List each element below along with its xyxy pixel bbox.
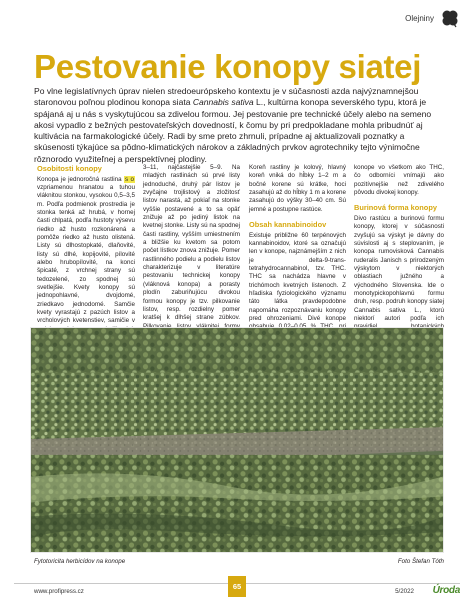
field-photo — [30, 327, 444, 553]
lead-text-end: L., kultúrna konopa severského typu, ktorá je spájaná aj u nás s vyskytujúcou sa zdivelou formou. Jej pestovanie pre technické účely alebo na semeno akosi vypadlo z bežných pestovateľských dovedností, k čomu by pri predpokladane mohla pribudnúť aj kultivácia na farmakologické účely. Radi by sme preto zhrnuli, prípadne aj aktualizovali poznatky a skúsenosti týkajúce sa pôdno-klimatických nárokov a základných prvkov agrotechniky tejto výnimočne rôznorodo využiteľnej a perspektívnej plodiny. — [34, 97, 432, 164]
column-3-paragraph-1: Koreň rastliny je kolový, hlavný koreň vniká do hĺbky 1–2 m a bočné korene sú krátke, hoci zasahujú až do hĺbky 1 m a korene zasahujú do výšky 30–40 cm. Sú jemné a postupne rastúce. — [249, 164, 346, 213]
publisher-link[interactable]: www.profipress.cz — [34, 588, 84, 595]
column-4-paragraph-2: Divo rastúcu a burinovú formu konopy, ktorej v súčasnosti zvyšujú sa výskyt je dávny do súvislosti aj s steplovaním, je konopa rumovisková Cannabis ruderalis Janisch s prirodzeným výskytom v niektorých oblastiach južného a východného Slovenska. Ide o monotypickopohlavnú formu druh, resp. podruh konopy siatej Cannabis sativa L., ktorú niektorí autori podľa ich — [354, 214, 444, 322]
column-3-paragraph-2: Existuje približne 60 terpénových kannabinoidov, ktoré sa označujú len v konope, najznámejším z nich je delta-9-trans-tetrahydrocannabinol, tzv. THC. THC sa nachádza hlavne v trichómoch kvetných listenoch. Z hľadiska fyziologického významu táto látka pravdepodobne napomáha rozpoznávaniu konopy pred ohrozeniami. Divé konope — [249, 231, 346, 322]
article-lead — [34, 86, 444, 165]
column-4-paragraph-1: konope vo všetkom ako THC, čo odborníci vnímajú ako pozitívnejšie než zdivelého pôvodu divokej konopy. — [354, 164, 444, 197]
lead-text-start: Po vlne legislatívnych úprav nielen stredoeurópskeho kontextu je v súčasnosti azda najvýznamnejšou staronovou poľnou plodinou konopa siata — [34, 86, 419, 108]
page-number-badge: 65 — [228, 576, 246, 597]
magazine-logo: Úroda — [432, 585, 460, 596]
column-2-paragraph-1: 3–11, najčastejšie 5–9. Na mladých rastlinách sú prvé listy jednoduché, druhý pár listov je zvyčajne trojlistový a zložitosť listov narastá, až pokiaľ na stonke vyššie postavené a to sa opäť znižuje až po jediný listok na kvetnej stonke. Listy sú na spodnej časti rastliny, vyšším umiestnením a bližšie ku kvetom sa potom počet lístkov znova znižuje. Pomer rastlinného podielu a podielu listov charakterizuje v literatúre pestovaniu technickej konopy (vláknová konopa) a porasty plodín zaburiňujúcu divokou formou konopy je tzv. pilkovanie listov, resp. rozdielny pomer kratšej k dlhšej strane zúbkov. — [143, 164, 240, 322]
four-leaf-clover-icon — [440, 8, 460, 28]
article-title: Pestovanie konopy siatej — [34, 48, 422, 85]
column-3-heading: Obsah kannabinoidov — [249, 220, 327, 230]
section-label: Olejniny — [405, 14, 434, 23]
issue-number: 5/2022 — [395, 588, 414, 595]
column-4-heading: Burinová forma konopy — [354, 203, 437, 213]
lead-italic-species: Cannabis sativa — [192, 97, 254, 108]
photo-credit: Foto Štefan Tóth — [397, 558, 444, 565]
photo-caption: Fytotoricita herbicídov na konope — [34, 558, 126, 565]
column-1-text-b: vzpriamenou hranatou a tuhou vláknitou stonkou, vysokou 0,5–3,5 m. Podľa podmienok prostredia je stonka tenká až hrubá, v hornej časti chlpatá, podľa hustoty výsevu riedko až husto rozkonárená a pomôže riedko až husto olistená. Listy sú dlhostopkaté, dlaňovité, listy sú dlhé, kopijovité, pílovité alebo hrubopílovité, na konci špicaté, z vrchnej strany sú tedozelené, zo spodnej sú svetlejšie. Kvety konopy sú jednopohlavné, dvojdomé, zriedkavo jednodomé. Samčie kvety vyrastajú z pazúch listov a vrcholových kvetenstiev, samičie v — [37, 183, 135, 325]
column-1-heading: Osobitosti konopy — [37, 164, 102, 173]
page-footer — [0, 574, 474, 604]
highlighted-text: s o — [125, 175, 134, 183]
column-1-text-a: Konopa je jednoročná rastlina — [37, 175, 125, 183]
